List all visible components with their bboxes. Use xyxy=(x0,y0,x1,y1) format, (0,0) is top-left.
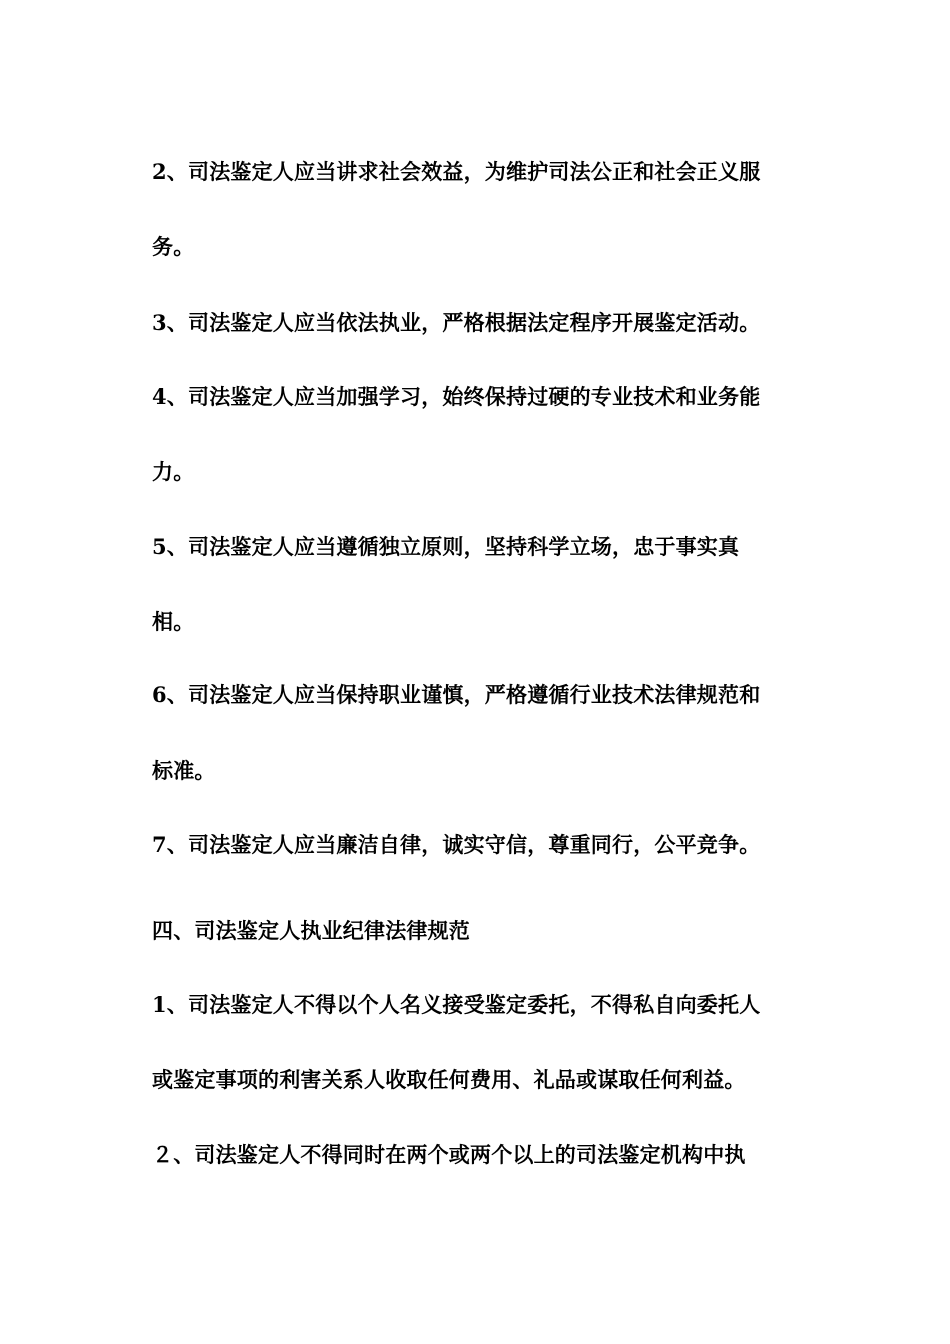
text-line-discipline-2: ２、司法鉴定人不得同时在两个或两个以上的司法鉴定机构中执 xyxy=(152,1142,746,1167)
text-line-rule-4-cont: 力。 xyxy=(152,459,195,484)
text-line-rule-2: 2、司法鉴定人应当讲求社会效益，为维护司法公正和社会正义服 xyxy=(152,159,761,184)
text-line-rule-5: 5、司法鉴定人应当遵循独立原则，坚持科学立场，忠于事实真 xyxy=(152,534,740,559)
text-line-rule-4: 4、司法鉴定人应当加强学习，始终保持过硬的专业技术和业务能 xyxy=(152,384,761,409)
text-line-rule-2-cont: 务。 xyxy=(152,234,195,259)
section-heading: 四、司法鉴定人执业纪律法律规范 xyxy=(152,918,470,943)
text-line-rule-3: 3、司法鉴定人应当依法执业，严格根据法定程序开展鉴定活动。 xyxy=(152,310,761,335)
text-line-discipline-1-cont: 或鉴定事项的利害关系人收取任何费用、礼品或谋取任何利益。 xyxy=(152,1067,746,1092)
text-line-rule-6: 6、司法鉴定人应当保持职业谨慎，严格遵循行业技术法律规范和 xyxy=(152,682,761,707)
text-line-rule-7: 7、司法鉴定人应当廉洁自律，诚实守信，尊重同行，公平竞争。 xyxy=(152,832,761,857)
text-line-rule-6-cont: 标准。 xyxy=(152,758,216,783)
text-line-rule-5-cont: 相。 xyxy=(152,609,195,634)
text-line-discipline-1: 1、司法鉴定人不得以个人名义接受鉴定委托，不得私自向委托人 xyxy=(152,992,761,1017)
